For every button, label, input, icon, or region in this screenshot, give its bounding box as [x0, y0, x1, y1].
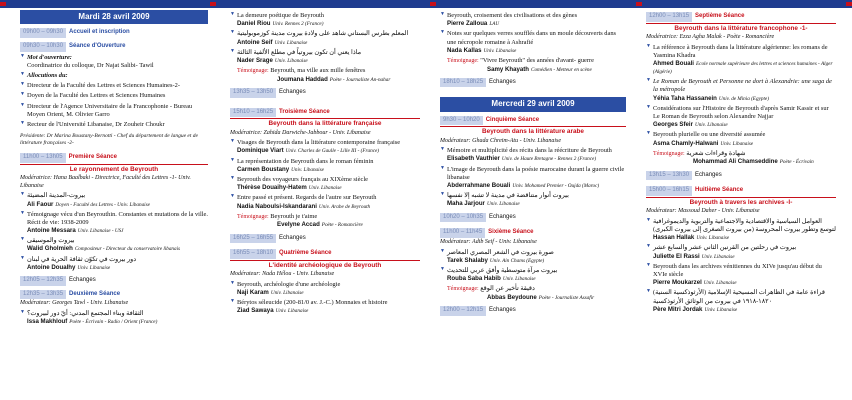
list-item: ▼ العوامل السياسية والاقتصادية والاجتماعية والتربوية والديموغرافية لتوسع وتطور بيروت المحروسة (من بيروت الصغرى إلى بيروت الكبرى) Hassan Hallak Univ. Libanaise — [646, 218, 836, 243]
list-item: ▼ Beyrouth plurielle ou une diversité assumée Asma Chamly-Halwani Univ. Libanaise — [646, 131, 836, 147]
list-item: ▼ Directeur de l'Agence Universitaire de la Francophonie - Bureau Moyen Orient, M. Olivier Garro — [20, 103, 208, 119]
column-4 — [646, 10, 836, 400]
list-item: ▼ Directeur de la Faculté des Lettres et Sciences Humaines-2- — [20, 82, 208, 90]
session-header: 12h35 – 13h35 Deuxième Séance — [20, 290, 208, 300]
session-theme: Beyrouth dans la littérature française — [230, 118, 420, 128]
session-theme: Beyrouth à travers les archives -I- — [646, 197, 836, 207]
list-item: ▼ Beyrouth, archéologie d'une archéologie Naji Karam Univ. Libanaise — [230, 281, 420, 297]
testimony: Témoignage: "Vivre Beyrouth" des années d'avant- guerre Samy Khayath Comédien - Metteur en scène — [447, 56, 594, 73]
session-header: 9h30 – 10h20 Cinquième Séance — [440, 116, 626, 126]
moderator: Modérateur: Nada Hélou - Univ. Libanaise — [230, 271, 335, 278]
day-header: Mercredi 29 avril 2009 — [440, 97, 626, 111]
list-item: ▼ L'image de Beyrouth dans la poésie marocaine durant la guerre civile libanaise Abderrahmane Bouali Univ. Mohamed Premier - Oujda (Maroc) — [440, 166, 626, 191]
column-2 — [230, 10, 420, 400]
session-theme: L'identité archéologique de Beyrouth — [230, 260, 420, 270]
list-item: ▼ بيروت مرآة متوسطية وأفق عربي للتحديث Rouba Saba Habib Univ. Libanaise — [440, 267, 626, 283]
list-item: ▼ Notes sur quelques verres soufflés dans un moule découverts dans une nécropole romaine à Ashrafié Nada Kallas Univ. Libanaise — [440, 30, 626, 55]
list-item: ▼ Considérations sur l'Histoire de Beyrouth d'après Samir Kassir et sur Le Roman de Beyrouth selon Alexandre Najjar Georges Sfeir Univ. Libanaise — [646, 105, 836, 130]
session-header: 11h00 – 13h05 Première Séance — [20, 153, 208, 163]
list-item: ▼ Beyrouth dans les archives vénitiennes du XIVe jusqu'au début du XVIe siècle Pierre Moukarzel Univ. Libanaise — [646, 263, 836, 288]
list-item: ▼ بيروت في رحلتين من القرنين الثاني عشر والسابع عشر Juliette El Rassi Univ. Libanaise — [646, 244, 836, 260]
session-header: 12h00 – 13h15 Septième Séance — [646, 12, 836, 22]
top-band — [0, 0, 852, 8]
session-header: 09h30 – 10h30 Séance d'Ouverture — [20, 42, 208, 52]
list-item: ▼ صورة بيروت في الشعر المصري المعاصر Tarek Shalaby Univ. Ain Chams (Egypte) — [440, 249, 626, 265]
session-theme: Beyrouth dans la littérature arabe — [440, 126, 626, 136]
moderator: Modératrice: Ezza Agha Malak - Poète - Romancière — [646, 33, 775, 40]
list-item: ▼ الثقافة وبناء المجتمع المدني: أيّ دور لبيروت؟ Issa Makhlouf Poète - Écrivain - Radio / Orient (France) — [20, 310, 208, 326]
moderator: Modérateur: Massoud Daher - Univ. Libanaise — [646, 208, 760, 215]
list-item: ▼ Beyrouth des voyageurs français au XIXème siècle Thérèse Douaihy-Hatem Univ. Libanaise — [230, 176, 420, 192]
list-item: ▼ بيروت والموسيقى Walid Gholmieh Compositeur - Directeur du conservatoire libanais — [20, 237, 208, 253]
testimony: Témoignage: Beyrouth je t'aime Evelyne Accad Poète - Romancière — [237, 212, 363, 229]
session-header: 16h55 – 18h10 Quatrième Séance — [230, 249, 420, 259]
list-item: ▼ La représentation de Beyrouth dans le roman féminin Carmen Boustany Univ. Libanaise — [230, 158, 420, 174]
list-item: ▼ المعلم بطرس البستاني شاهد على ولادة بيروت مدينة كوزموبوليتية Antoine Seif Univ. Libanaise — [230, 30, 420, 46]
list-item: ▼ بيروت-المدينة المضيئة Ali Faour Doyen - Faculté des Lettres - Univ. Libanaise — [20, 192, 208, 208]
session-header: 15h00 – 16h15 Huitième Séance — [646, 186, 836, 196]
testimony: Témoignage: Beyrouth, ma ville aux mille fenêtres Joumana Haddad Poète - Journaliste An-nahar — [237, 67, 391, 83]
list-item: ▼ Mot d'ouverture: Coordinatrice du colloque, Dr Najat Salibi- Tawil — [20, 54, 208, 70]
session-header: 18h10 – 18h25 Echanges — [440, 78, 626, 88]
session-header: 13h35 – 13h50 Echanges — [230, 88, 420, 98]
list-item: ▼ دور بيروت في تكوّن ثقافة الحرية في لبنان Antoine Doualhy Univ. Libanaise — [20, 256, 208, 272]
list-item: ▼ Recteur de l'Université Libanaise, Dr Zouheir Choukr — [20, 121, 208, 129]
list-item: ▼ Mémoire et multiplicité des récits dans la réécriture de Beyrouth Elisabeth Vauthier Univ. de Haute Bretagne - Rennes 2 (France) — [440, 147, 626, 163]
session-header: 12h00 – 12h15 Echanges — [440, 306, 626, 316]
moderator: Modératrice: Hana Baalbaki - Directrice, Faculté des Lettres -1- Univ. Libanaise — [20, 175, 191, 189]
moderator: Modérateur: Ghada Chreim-Atu - Univ. Libanaise — [440, 137, 561, 144]
list-item: ▼ Entre passé et présent. Regards de l'autre sur Beyrouth Nadia Naboulsi-Iskandarani Univ. Arabe de Beyrouth — [230, 194, 420, 210]
session-header: 09h00 – 09h30 Accueil et inscription — [20, 28, 208, 38]
list-item: ▼ ماذا يعني أن تكون بيروتياً في مطلع الألفية الثالثة Nader Srage Univ. Libanaise — [230, 49, 420, 65]
list-item: ▼ قراءة عامة في الظاهرات المسيحية الإسلامية (الأرثوذكسية السنية) ١٨٢٠-١٩١٨ في بيروت من الوثائق الأرثوذكسية Père Mitri Jordak Univ. Libanaise — [646, 289, 836, 314]
testimony: Témoignage: دقيقة تأخير عن الوقع Abbas Beydoune Poète - Journaliste Assafir — [447, 285, 595, 301]
presidente: Présidente: Dr Marina Boustany-Bernotti - Chef du département de langue et de littérature françaises -2- — [20, 133, 198, 147]
session-theme: Beyrouth dans la littérature francophone -1- — [646, 23, 836, 33]
session-header: 10h20 – 10h35 Echanges — [440, 213, 626, 223]
list-item: ▼ La demeure poétique de Beyrouth Daniel Riou Univ. Rennes 2 (France) — [230, 12, 420, 28]
list-item: ▼ Bérytos séleucide (200-81/0 av. J.-C.) Monnaies et histoire Ziad Sawaya Univ. Libanaise — [230, 299, 420, 315]
session-header: 15h10 – 16h25 Troisième Séance — [230, 108, 420, 118]
moderator: Modérateur: Adib Seif - Univ. Libanaise — [440, 238, 537, 245]
list-item: ▼ بيروت أنوار متناقضة في مدينة لا تشبه إلا نفسها Maha Jarjour Univ. Libanaise — [440, 192, 626, 208]
session-header: 11h00 – 11h45 Sixième Séance — [440, 228, 626, 238]
moderator: Modératrice: Zahida Darwiche-Jabbour - Univ. Libanaise — [230, 129, 371, 136]
list-item: ▼ Allocutions du: — [20, 72, 208, 80]
session-header: 12h05 – 12h35 Echanges — [20, 276, 208, 286]
list-item: ▼ Beyrouth, croisement des civilisations et des gènes Pierre Zalloua LAU — [440, 12, 626, 28]
session-header: 16h25 – 16h55 Echanges — [230, 234, 420, 244]
list-item: ▼ La référence à Beyrouth dans la littérature algérienne: les romans de Yasmina Khadra Ahmed Bouali Ecole normale supérieure des lettres et sciences humaines - Alger (Algérie) — [646, 44, 836, 77]
list-item: ▼ Doyen de la Faculté des Lettres et Sciences Humaines — [20, 92, 208, 100]
list-item: ▼ Visages de Beyrouth dans la littérature contemporaine française Dominique Viart Univ. Charles de Gaulle - Lille III - (France) — [230, 139, 420, 155]
moderator: Modérateur: Georges Tawl - Univ. Libanaise — [20, 300, 129, 307]
session-header: 13h15 – 13h30 Echanges — [646, 171, 836, 181]
list-item: ▼ Témoignage vécu d'un Beyrouthin. Constantes et mutations de la ville. Récit de vie: 1938-2009 Antoine Messara Univ. Libanaise - USJ — [20, 211, 208, 236]
session-theme: Le rayonnement de Beyrouth — [20, 164, 208, 174]
column-1 — [20, 10, 208, 400]
day-header: Mardi 28 avril 2009 — [20, 10, 208, 24]
column-3 — [440, 10, 626, 400]
list-item: ▼ Le Roman de Beyrouth et Personne ne dort à Alexandrie: une saga de la métropole Yéhia Taha Hassanein Univ. de Minia (Egypte) — [646, 78, 836, 103]
testimony: Témoignage: شهادة وقراءات شعرية Mohammad Ali Chamseddine Poète - Écrivain — [653, 149, 814, 166]
